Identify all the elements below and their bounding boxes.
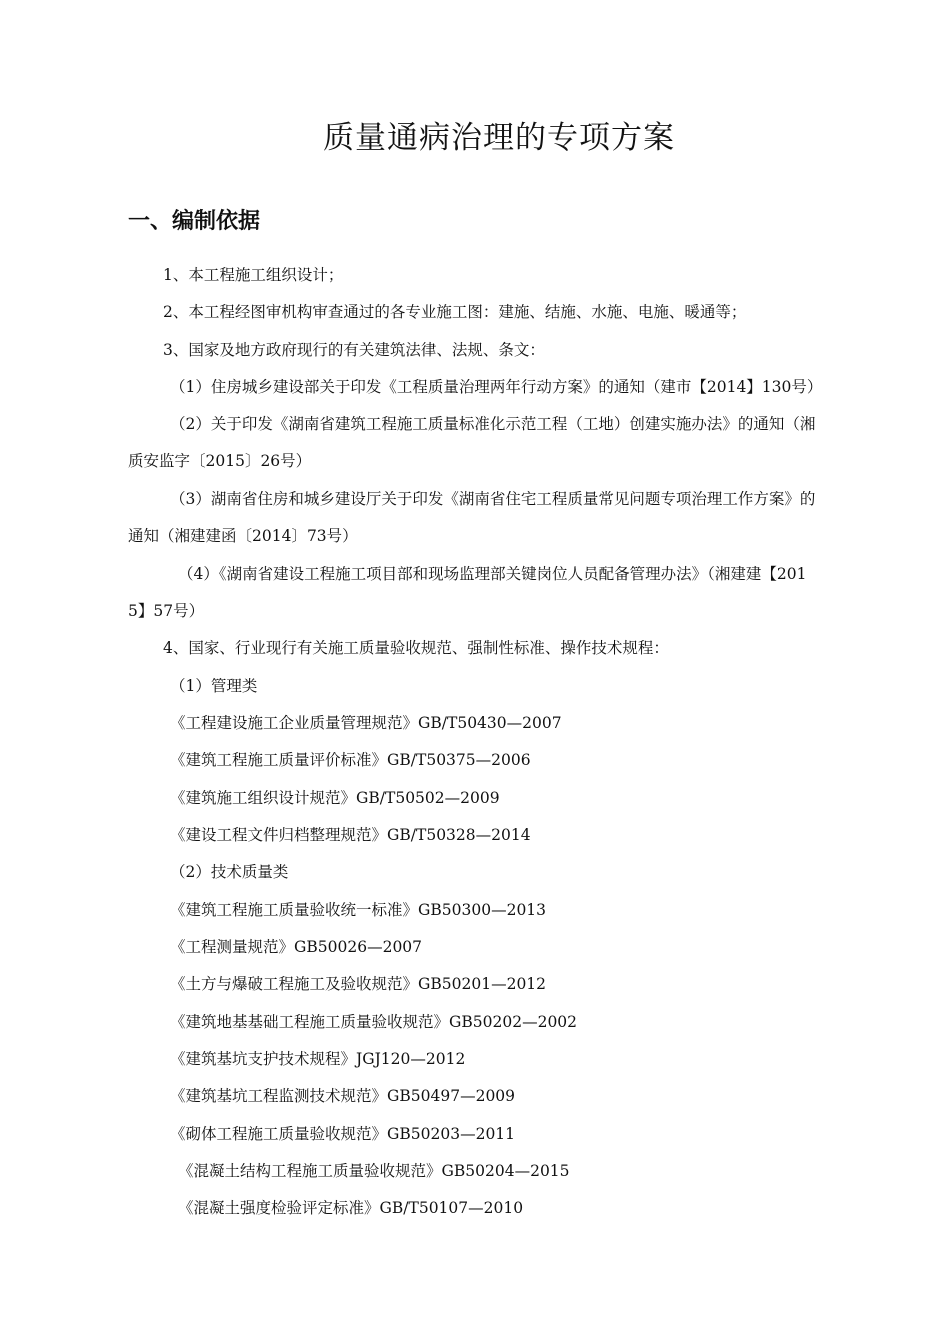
document-title: 质量通病治理的专项方案 — [323, 120, 675, 156]
standard-item: 《混凝土强度检验评定标准》GB/T50107—2010 — [178, 1199, 524, 1217]
regulation-item-2-cont: 质安监字〔2015〕26号） — [128, 452, 312, 470]
basis-item-3: 3、国家及地方政府现行的有关建筑法律、法规、条文： — [163, 341, 545, 359]
section-heading-basis: 一、编制依据 — [128, 209, 261, 234]
standard-item: 《建筑施工组织设计规范》GB/T50502—2009 — [170, 789, 500, 807]
regulation-item-2: （2）关于印发《湖南省建筑工程施工质量标准化示范工程（工地）创建实施办法》的通知（湘 — [170, 415, 816, 433]
regulation-item-1: （1）住房城乡建设部关于印发《工程质量治理两年行动方案》的通知（建市【2014】130号） — [170, 378, 823, 396]
standard-item: 《砌体工程施工质量验收规范》GB50203—2011 — [170, 1125, 516, 1143]
regulation-item-3: （3）湖南省住房和城乡建设厅关于印发《湖南省住宅工程质量常见问题专项治理工作方案》的 — [170, 490, 816, 508]
standard-item: 《建筑基坑工程监测技术规范》GB50497—2009 — [170, 1087, 516, 1105]
basis-item-4: 4、国家、行业现行有关施工质量验收规范、强制性标准、操作技术规程： — [163, 639, 669, 657]
category-management: （1）管理类 — [170, 677, 258, 695]
regulation-item-4: （4）《湖南省建设工程施工项目部和现场监理部关键岗位人员配备管理办法》（湘建建【201 — [178, 565, 807, 583]
basis-item-1: 1、本工程施工组织设计； — [163, 266, 344, 284]
standard-item: 《建筑基坑支护技术规程》JGJ120—2012 — [170, 1050, 466, 1068]
standard-item: 《工程测量规范》GB50026—2007 — [170, 938, 423, 956]
standard-item: 《建设工程文件归档整理规范》GB/T50328—2014 — [170, 826, 531, 844]
standard-item: 《建筑工程施工质量验收统一标准》GB50300—2013 — [170, 901, 547, 919]
standard-item: 《土方与爆破工程施工及验收规范》GB50201—2012 — [170, 975, 547, 993]
standard-item: 《建筑工程施工质量评价标准》GB/T50375—2006 — [170, 751, 531, 769]
basis-item-2: 2、本工程经图审机构审查通过的各专业施工图：建施、结施、水施、电施、暖通等； — [163, 303, 747, 321]
standard-item: 《建筑地基基础工程施工质量验收规范》GB50202—2002 — [170, 1013, 578, 1031]
standard-item: 《工程建设施工企业质量管理规范》GB/T50430—2007 — [170, 714, 562, 732]
standard-item: 《混凝土结构工程施工质量验收规范》GB50204—2015 — [178, 1162, 570, 1180]
regulation-item-4-cont: 5】57号） — [128, 602, 205, 620]
regulation-item-3-cont: 通知（湘建建函〔2014〕73号） — [128, 527, 358, 545]
category-technical-quality: （2）技术质量类 — [170, 863, 289, 881]
